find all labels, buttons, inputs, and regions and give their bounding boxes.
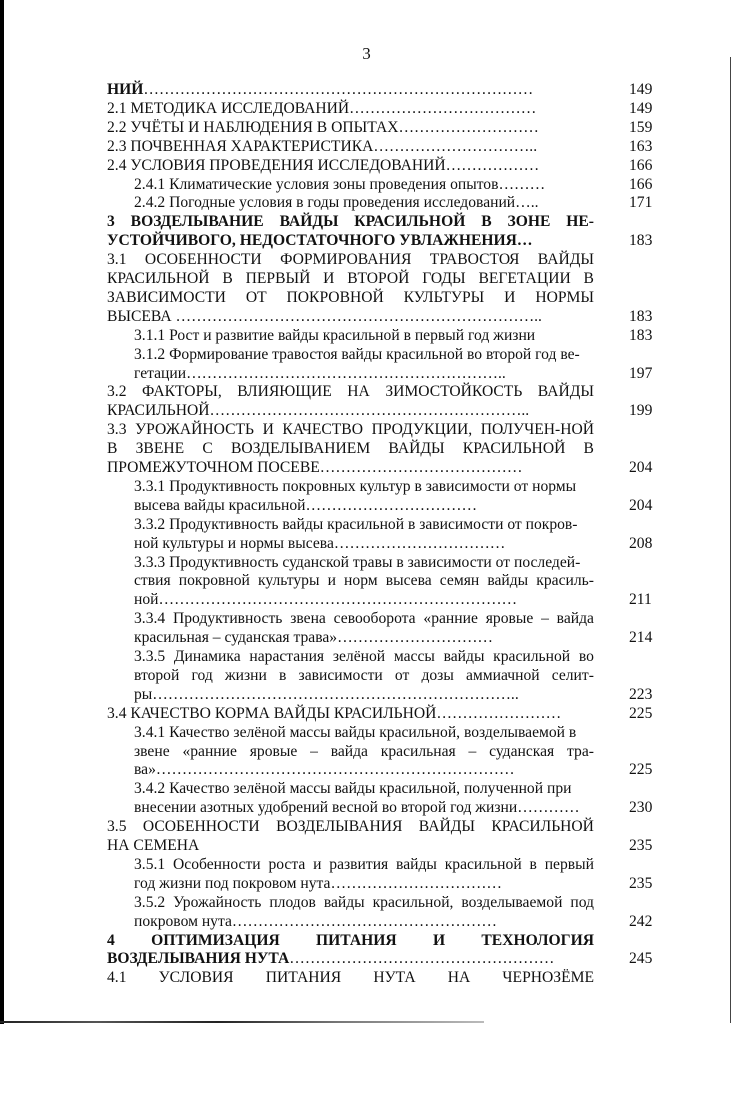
toc-word: «ранние [423, 610, 478, 628]
toc-word: тра- [567, 742, 594, 760]
toc-word: ФОРМИРОВАНИЯ [280, 251, 412, 269]
toc-word: КРАСИЛЬНОЙ [491, 818, 594, 836]
toc-line [134, 742, 594, 761]
page-number: 3 [362, 44, 371, 63]
toc-page-number: 166 [629, 175, 653, 193]
toc-word: звена [290, 610, 326, 628]
toc-line-bold-part: НИЙ [107, 81, 144, 98]
toc-word: КУЛЬТУРЫ [403, 288, 485, 306]
toc-word: жизни [224, 666, 267, 684]
toc-line [134, 496, 594, 515]
toc-line [107, 118, 594, 137]
toc-word: ВТОРОЙ [347, 270, 410, 287]
toc-line-text: 2.2 УЧЁТЫ И НАБЛЮДЕНИЯ В ОПЫТАХ……………………… [107, 118, 539, 136]
toc-line [107, 80, 594, 99]
toc-word: вайды [396, 855, 437, 873]
toc-word: НА [447, 969, 471, 987]
toc-word: ЧЕРНОЗЁМЕ [502, 969, 594, 987]
scan-border-left [0, 0, 4, 1024]
toc-word: ЗАВИСИМОСТИ [107, 288, 226, 306]
toc-page-number: 225 [629, 704, 653, 722]
toc-line [134, 874, 594, 893]
toc-word: второй [134, 666, 180, 684]
toc-line-text: КРАСИЛЬНОЙ…………………………………………………….. [107, 402, 530, 420]
toc-page-number: 183 [629, 307, 653, 325]
toc-line [107, 458, 594, 477]
toc-word: Особенности [173, 855, 261, 873]
toc-word: 3.5.2 [134, 893, 166, 911]
toc-line [134, 723, 594, 742]
toc-line [134, 345, 594, 364]
toc-page-number: 166 [629, 156, 653, 174]
toc-word: ВОЗДЕЛЫВАНИЕМ [230, 440, 371, 458]
toc-word: ПИТАНИЯ [316, 931, 397, 949]
toc-word: НУТА [373, 969, 416, 987]
toc-page-number: 223 [629, 685, 653, 703]
toc-page-number: 159 [629, 118, 653, 136]
toc-word: 3.3.5 [134, 648, 166, 665]
toc-word: ВОЗДЕЛЫВАНИЯ [276, 818, 403, 836]
toc-word: С [202, 440, 213, 458]
toc-line-text: ры…………………………………………………………….. [134, 685, 519, 703]
toc-word: ВАЙДЫ [537, 251, 594, 269]
toc-word: ОСОБЕННОСТИ [144, 251, 262, 269]
toc-word: 3.3 [107, 421, 127, 439]
toc-line [107, 231, 594, 250]
toc-line [107, 704, 594, 723]
toc-line [134, 798, 594, 817]
toc-line [134, 628, 594, 647]
toc-word: зелёной [332, 648, 386, 665]
toc-word: высева [385, 572, 432, 590]
toc-word: ЗОНЕ [507, 213, 551, 231]
toc-line [134, 609, 594, 628]
toc-line [107, 439, 594, 458]
toc-line [134, 647, 594, 666]
toc-word: вайда [330, 742, 368, 760]
toc-word: селит- [551, 666, 594, 684]
toc-line [134, 666, 594, 685]
toc-line [134, 477, 594, 496]
toc-word: КРАСИЛЬНОЙ [107, 270, 210, 287]
toc-word: ПЕРВЫЙ [245, 270, 311, 287]
toc-word: 4 [107, 931, 115, 949]
toc-word: вайды [323, 893, 365, 911]
toc-word: первый [544, 855, 594, 873]
toc-word: 3.1 [107, 251, 127, 269]
toc-word: ВАЙДЫ [388, 440, 445, 458]
toc-line-text: 2.3 ПОЧВЕННАЯ ХАРАКТЕРИСТИКА………………………….. [107, 137, 538, 155]
toc-word: севооборота [333, 610, 416, 628]
toc-word: КАЧЕСТВО [282, 421, 363, 439]
toc-page-number: 225 [629, 761, 653, 779]
toc-line-text: год жизни под покровом нута…………………………… [134, 874, 503, 892]
toc-word: В [107, 440, 118, 458]
toc-word: во [578, 648, 594, 665]
toc-word: И [323, 270, 335, 287]
toc-word: «ранние [182, 742, 237, 760]
scan-border-right [730, 57, 731, 1023]
toc-word: возделываемой [461, 893, 563, 911]
toc-word: красильной [444, 855, 522, 873]
toc-word: Динамика [173, 648, 241, 665]
toc-word: вайда [556, 610, 594, 628]
toc-line [107, 401, 594, 420]
toc-line [134, 855, 594, 874]
toc-page-number: 199 [629, 402, 653, 420]
toc-line [134, 779, 594, 798]
toc-line-text: УСТОЙЧИВОГО, НЕДОСТАТОЧНОГО УВЛАЖНЕНИЯ… [107, 232, 533, 250]
toc-word: нарастания [249, 648, 325, 665]
toc-line-text: внесении азотных удобрений весной во второй год жизни………… [134, 799, 580, 817]
toc-word: вайды [487, 572, 529, 590]
toc-line-text: ВЫСЕВА …………………………………………………………….. [107, 307, 542, 325]
toc-word: и [313, 855, 322, 873]
toc-word: семян [439, 572, 480, 590]
toc-line-leader: ………………………………………………………………… [143, 81, 534, 98]
toc-line-text: ва»…………………………………………………………… [134, 761, 515, 779]
toc-word: суданская [489, 742, 555, 760]
toc-word: роста [268, 855, 306, 873]
toc-word: НЕ- [566, 213, 594, 231]
toc-line-text: 3.3.1 Продуктивность покровных культур в зависимости от нормы [134, 477, 577, 495]
toc-page-number: 149 [629, 81, 653, 98]
toc-word: 4.1 [107, 969, 127, 987]
toc-word: ПОКРОВНОЙ [286, 288, 384, 306]
toc-line [107, 212, 594, 231]
toc-line-text: 3.1.1 Рост и развитие вайды красильной в первый год жизни [134, 326, 536, 344]
toc-word: развития [329, 855, 389, 873]
toc-word: И [432, 931, 446, 949]
toc-line-bold-part: ВОЗДЕЛЫВАНИЯ НУТА [107, 950, 290, 968]
toc-line-text: 3.4 КАЧЕСТВО КОРМА ВАЙДЫ КРАСИЛЬНОЙ…………………… [107, 704, 562, 722]
toc-word: плодов [269, 893, 316, 911]
toc-word: год [191, 666, 213, 684]
toc-line-text: гетации…………………………………………………….. [134, 364, 506, 382]
toc-line [107, 836, 594, 855]
toc-page-number: 204 [629, 496, 653, 514]
toc-line-text: ной культуры и нормы высева…………………………… [134, 534, 506, 552]
toc-word: норм [344, 572, 378, 590]
toc-word: ВАЙДЫ [537, 383, 594, 401]
toc-line-text: 2.4 УСЛОВИЯ ПРОВЕДЕНИЯ ИССЛЕДОВАНИЙ……………… [107, 156, 540, 174]
toc-line-text: 3.4.2 Качество зелёной массы вайды красильной, полученной при [134, 780, 572, 798]
toc-line [107, 949, 594, 968]
toc-line [134, 685, 594, 704]
toc-page-number: 208 [629, 534, 653, 552]
toc-line [134, 912, 594, 931]
toc-word: красильной, [372, 893, 454, 911]
toc-word: зависимости [298, 666, 383, 684]
toc-line [107, 156, 594, 175]
toc-word: ГОДЫ [422, 270, 466, 287]
toc-page-number: 235 [629, 874, 653, 892]
toc-word: – [310, 742, 318, 760]
toc-page-number: 230 [629, 799, 653, 817]
toc-line [134, 515, 594, 534]
toc-word: от [394, 666, 410, 684]
toc-word: 3.5.1 [134, 855, 166, 873]
toc-page-number: 214 [629, 629, 653, 647]
toc-line-text: 3.1.2 Формирование травостоя вайды красильной во второй год ве- [134, 345, 580, 363]
toc-word: красиль- [536, 572, 594, 590]
toc-word: яровые [249, 742, 298, 760]
toc-page-number: 235 [629, 837, 653, 854]
toc-word: ПРОДУКЦИИ, [371, 421, 473, 439]
toc-word: 3.3.4 [134, 610, 166, 628]
toc-page-number: 204 [629, 459, 653, 476]
toc-word: аммиачной [465, 666, 540, 684]
toc-word: В [583, 270, 594, 287]
toc-line [107, 99, 594, 118]
toc-word: ВАЙДЫ [418, 818, 475, 836]
toc-line-text: ПРОМЕЖУТОЧНОМ ПОСЕВЕ………………………………… [107, 459, 523, 476]
toc-word: УРОЖАЙНОСТЬ [135, 421, 254, 439]
toc-word: покровной [178, 572, 250, 590]
toc-line-text: 3.3.2 Продуктивность вайды красильной в зависимости от покров- [134, 515, 578, 533]
toc-word: красильная [380, 742, 456, 760]
toc-line [134, 893, 594, 912]
toc-line [107, 307, 594, 326]
toc-line [107, 250, 594, 269]
toc-word: и [327, 572, 336, 590]
toc-word: ОТ [245, 288, 267, 306]
toc-line [107, 288, 594, 307]
toc-line-text: 2.4.1 Климатические условия зоны проведения опытов……… [134, 175, 546, 193]
toc-line-text: 2.1 МЕТОДИКА ИССЛЕДОВАНИЙ……………………………… [107, 99, 537, 117]
toc-word: И [262, 421, 274, 439]
toc-line [134, 571, 594, 590]
toc-word: ПОЛУЧЕН-НОЙ [480, 421, 594, 439]
toc-word: вайды [443, 648, 485, 665]
toc-line [134, 175, 594, 194]
toc-page-number: 211 [629, 591, 652, 609]
toc-word: В [222, 270, 233, 287]
toc-line [134, 590, 594, 609]
toc-word: – [468, 742, 477, 760]
toc-page-number: 183 [629, 326, 653, 344]
toc-line-text: высева вайды красильной…………………………… [134, 496, 478, 514]
toc-page-number: 163 [629, 137, 653, 155]
toc-word: красильной [493, 648, 571, 665]
toc-word: в [529, 855, 537, 873]
toc-word: ЗИМОСТОЙКОСТЬ [385, 383, 523, 401]
toc-line [134, 326, 594, 345]
toc-word: дозы [421, 666, 454, 684]
toc-word: КРАСИЛЬНОЙ [354, 213, 466, 231]
toc-line-text: красильная – суданская трава»………………………… [134, 629, 494, 647]
toc-page-number: 242 [629, 912, 653, 930]
toc-word: культуры [258, 572, 320, 590]
toc-line [107, 269, 594, 288]
toc-line [107, 968, 594, 987]
toc-line [134, 553, 594, 572]
toc-word: ВАЙДЫ [279, 213, 339, 231]
toc-word: ЗВЕНЕ [135, 440, 185, 458]
toc-word: И [504, 288, 516, 306]
toc-line-text: 3.3.3 Продуктивность суданской травы в зависимости от последей- [134, 553, 581, 571]
toc-line [107, 382, 594, 401]
toc-word: яровые [485, 610, 534, 628]
toc-word: ОСОБЕННОСТИ [142, 818, 260, 836]
toc-line [134, 193, 594, 212]
toc-word: ПИТАНИЯ [265, 969, 342, 987]
toc-word: НА [347, 383, 370, 401]
toc-line [134, 534, 594, 553]
toc-page-number: 245 [629, 950, 653, 968]
toc-word: ТРАВОСТОЯ [429, 251, 520, 269]
toc-word: ВЛИЯЮЩИЕ [237, 383, 332, 401]
toc-word: звене [134, 742, 170, 760]
toc-word: – [541, 610, 549, 628]
toc-word: Урожайность [173, 893, 262, 911]
toc-line [107, 817, 594, 836]
toc-word: Продуктивность [173, 610, 283, 628]
toc-line-leader: …………………………………………… [289, 950, 555, 968]
scan-border-bottom [0, 1021, 484, 1023]
toc-word: ВОЗДЕЛЫВАНИЕ [130, 213, 264, 231]
toc-word: ствия [134, 572, 171, 590]
toc-line [134, 760, 594, 779]
toc-line [107, 420, 594, 439]
toc-page-number: 149 [629, 99, 653, 117]
toc-word: ТЕХНОЛОГИЯ [481, 931, 594, 949]
toc-word: в [279, 666, 287, 684]
toc-line-text: НА СЕМЕНА [107, 837, 200, 854]
toc-word: КРАСИЛЬНОЙ [462, 440, 566, 458]
toc-line [107, 137, 594, 156]
toc-line-text: ной…………………………………………………………… [134, 591, 518, 609]
toc-page-number: 197 [629, 364, 653, 382]
toc-word: ФАКТОРЫ, [141, 383, 222, 401]
toc-word: ОПТИМИЗАЦИЯ [151, 931, 280, 949]
toc-word: ВЕГЕТАЦИИ [478, 270, 571, 287]
toc-page-number: 171 [629, 194, 653, 212]
toc-word: 3 [107, 213, 115, 231]
toc-line-text: покровом нута…………………………………………… [134, 912, 497, 930]
toc-line [107, 931, 594, 950]
toc-word: под [570, 893, 594, 911]
toc-line-text: 2.4.2 Погодные условия в годы проведения исследований….. [134, 194, 539, 212]
toc-word: НОРМЫ [535, 288, 594, 306]
toc-line [134, 364, 594, 383]
toc-word: В [481, 213, 492, 231]
toc-word: массы [393, 648, 435, 665]
toc-word: В [583, 440, 594, 458]
toc-page-number: 183 [629, 232, 653, 250]
toc-word: УСЛОВИЯ [158, 969, 234, 987]
toc-word: 3.5 [107, 818, 127, 836]
toc-line-text: 3.4.1 Качество зелёной массы вайды красильной, возделываемой в [134, 723, 577, 741]
toc-word: 3.2 [107, 383, 127, 401]
